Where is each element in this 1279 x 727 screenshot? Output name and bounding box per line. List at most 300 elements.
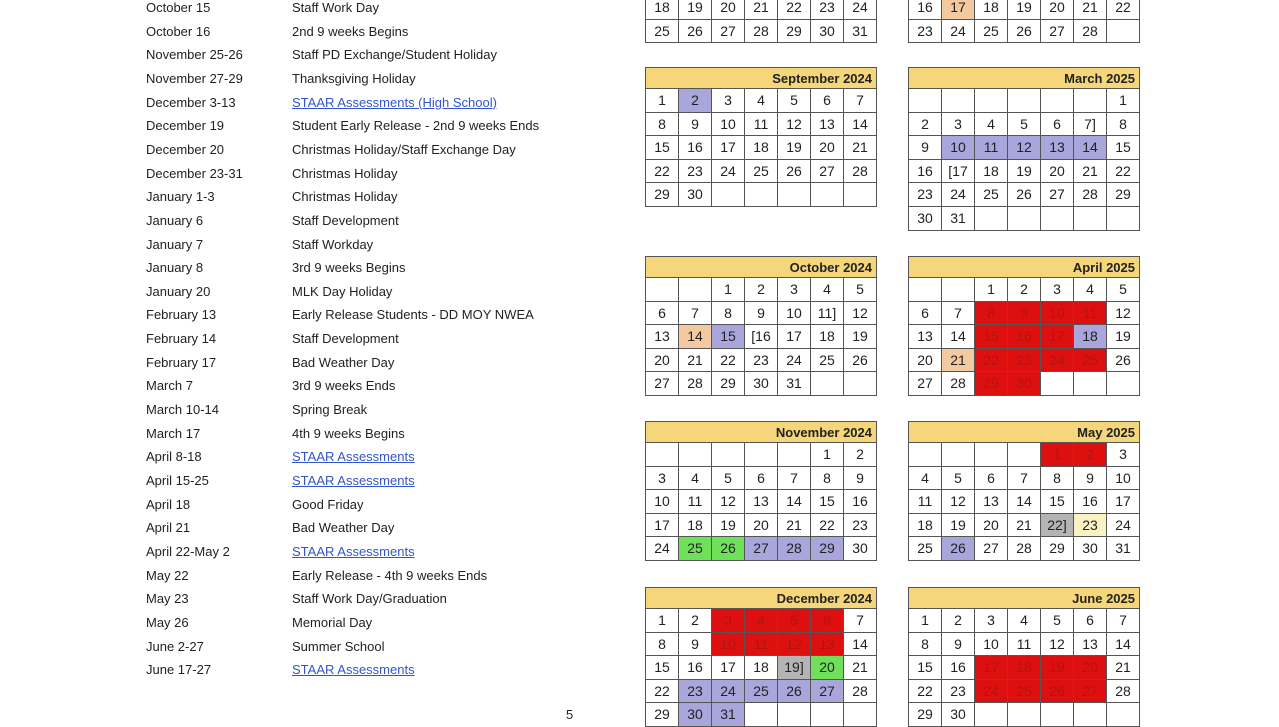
day-cell: 6 bbox=[811, 609, 844, 633]
day-cell: 17 bbox=[975, 656, 1008, 680]
day-cell bbox=[1041, 207, 1074, 231]
month-title: June 2025 bbox=[908, 587, 1140, 609]
event-date: February 14 bbox=[146, 331, 217, 347]
day-cell bbox=[1074, 207, 1107, 231]
day-cell bbox=[844, 372, 877, 396]
day-cell: 23 bbox=[844, 514, 877, 538]
month-calendar bbox=[645, 67, 877, 207]
day-cell: 9 bbox=[679, 113, 712, 137]
event-date: May 26 bbox=[146, 614, 189, 630]
event-row bbox=[0, 185, 620, 208]
day-cell bbox=[975, 207, 1008, 231]
day-cell: 3 bbox=[646, 467, 679, 491]
day-cell: 15 bbox=[1041, 490, 1074, 514]
day-cell bbox=[811, 372, 844, 396]
day-cell: 7 bbox=[942, 302, 975, 326]
day-cell: 26 bbox=[778, 160, 811, 184]
event-date: January 1-3 bbox=[146, 189, 215, 205]
day-cell: [16 bbox=[745, 325, 778, 349]
event-date: April 15-25 bbox=[146, 473, 209, 488]
day-cell: 12 bbox=[844, 302, 877, 326]
day-cell bbox=[811, 183, 844, 207]
day-cell: 28 bbox=[745, 20, 778, 44]
month-calendar bbox=[645, 421, 877, 561]
day-cell: 9 bbox=[942, 633, 975, 657]
day-cell: 9 bbox=[679, 633, 712, 657]
day-cell: 6 bbox=[1074, 609, 1107, 633]
day-cell: 21 bbox=[1074, 160, 1107, 184]
day-cell: 4 bbox=[1074, 278, 1107, 302]
event-row bbox=[0, 493, 620, 516]
day-cell: 10 bbox=[1107, 467, 1140, 491]
day-cell: 26 bbox=[712, 537, 745, 561]
day-cell: 14 bbox=[778, 490, 811, 514]
event-row bbox=[0, 303, 620, 326]
day-cell: 28 bbox=[1074, 20, 1107, 44]
event-date: January 7 bbox=[146, 236, 204, 252]
event-description: Thanksgiving Holiday bbox=[292, 70, 416, 86]
day-cell: 23 bbox=[811, 0, 844, 20]
event-row bbox=[0, 327, 620, 350]
events-list bbox=[0, 0, 620, 720]
day-cell: 16 bbox=[1008, 325, 1041, 349]
event-date: April 8-18 bbox=[146, 449, 202, 465]
day-cell bbox=[1008, 89, 1041, 113]
day-cell: 30 bbox=[942, 703, 975, 727]
day-cell: 28 bbox=[942, 372, 975, 396]
day-cell: 11 bbox=[679, 490, 712, 514]
day-cell: 13 bbox=[975, 490, 1008, 514]
day-cell: 16 bbox=[679, 136, 712, 160]
day-cell: 10 bbox=[712, 633, 745, 657]
event-link[interactable]: STAAR Assessments (High School) bbox=[292, 94, 497, 110]
day-cell: 5 bbox=[712, 467, 745, 491]
day-cell: 6 bbox=[811, 89, 844, 113]
day-cell: 20 bbox=[745, 514, 778, 538]
event-row bbox=[0, 374, 620, 397]
day-cell: 28 bbox=[1107, 680, 1140, 704]
event-row bbox=[0, 280, 620, 303]
event-row bbox=[0, 91, 620, 114]
event-description: Early Release Students - DD MOY NWEA bbox=[292, 307, 534, 323]
day-cell: 19 bbox=[712, 514, 745, 538]
day-cell: 11 bbox=[745, 633, 778, 657]
day-cell bbox=[679, 278, 712, 302]
event-row bbox=[0, 540, 620, 563]
day-cell: 28 bbox=[1074, 183, 1107, 207]
event-date: December 23-31 bbox=[146, 165, 243, 181]
event-row bbox=[0, 20, 620, 43]
event-description: Staff Development bbox=[292, 212, 399, 228]
day-cell: 25 bbox=[745, 680, 778, 704]
day-cell: 5 bbox=[1041, 609, 1074, 633]
day-cell: 31 bbox=[1107, 537, 1140, 561]
day-cell: 7 bbox=[679, 302, 712, 326]
day-cell: 17 bbox=[942, 0, 975, 20]
day-cell: 21 bbox=[745, 0, 778, 20]
day-cell: 1 bbox=[712, 278, 745, 302]
day-cell: 3 bbox=[712, 609, 745, 633]
day-cell: [17 bbox=[942, 160, 975, 184]
day-cell: 28 bbox=[679, 372, 712, 396]
event-link[interactable]: STAAR Assessments bbox=[292, 473, 415, 488]
month-title: November 2024 bbox=[645, 421, 877, 443]
day-cell: 5 bbox=[1107, 278, 1140, 302]
day-cell: 27 bbox=[975, 537, 1008, 561]
day-cell: 4 bbox=[1008, 609, 1041, 633]
event-row bbox=[0, 162, 620, 185]
month-title: December 2024 bbox=[645, 587, 877, 609]
event-description: Staff PD Exchange/Student Holiday bbox=[292, 47, 497, 63]
day-cell: 24 bbox=[1041, 349, 1074, 373]
day-cell: 6 bbox=[646, 302, 679, 326]
day-cell: 18 bbox=[745, 136, 778, 160]
day-cell: 8 bbox=[712, 302, 745, 326]
day-cell: 30 bbox=[811, 20, 844, 44]
day-cell: 5 bbox=[1008, 113, 1041, 137]
event-row bbox=[0, 445, 620, 468]
day-cell bbox=[712, 443, 745, 467]
event-description: Staff Development bbox=[292, 331, 399, 347]
day-cell: 29 bbox=[1041, 537, 1074, 561]
day-cell bbox=[942, 443, 975, 467]
day-cell: 16 bbox=[679, 656, 712, 680]
event-row bbox=[0, 351, 620, 374]
day-cell: 4 bbox=[745, 609, 778, 633]
event-row bbox=[0, 635, 620, 658]
event-row bbox=[0, 564, 620, 587]
day-cell: 24 bbox=[942, 20, 975, 44]
day-cell: 11 bbox=[975, 136, 1008, 160]
day-cell: 27 bbox=[646, 372, 679, 396]
day-cell: 13 bbox=[1074, 633, 1107, 657]
day-cell: 13 bbox=[1041, 136, 1074, 160]
day-cell: 2 bbox=[1008, 278, 1041, 302]
event-row bbox=[0, 67, 620, 90]
event-date: January 8 bbox=[146, 260, 204, 276]
day-cell: 20 bbox=[712, 0, 745, 20]
day-cell: 26 bbox=[679, 20, 712, 44]
day-cell bbox=[1107, 372, 1140, 396]
day-cell: 29 bbox=[778, 20, 811, 44]
day-cell: 13 bbox=[909, 325, 942, 349]
day-cell: 10 bbox=[942, 136, 975, 160]
day-cell: 2 bbox=[909, 113, 942, 137]
day-cell: 7 bbox=[1008, 467, 1041, 491]
day-cell: 10 bbox=[646, 490, 679, 514]
day-cell bbox=[1041, 89, 1074, 113]
day-cell: 25 bbox=[975, 20, 1008, 44]
event-date: November 27-29 bbox=[146, 70, 243, 86]
day-cell: 7] bbox=[1074, 113, 1107, 137]
event-link[interactable]: STAAR Assessments bbox=[292, 662, 415, 678]
day-cell bbox=[811, 703, 844, 727]
day-cell: 12 bbox=[1041, 633, 1074, 657]
day-cell: 22 bbox=[646, 680, 679, 704]
day-cell: 31 bbox=[712, 703, 745, 727]
day-cell bbox=[942, 89, 975, 113]
day-cell: 17 bbox=[712, 136, 745, 160]
day-cell: 27 bbox=[811, 160, 844, 184]
event-link[interactable]: STAAR Assessments bbox=[292, 449, 415, 465]
day-cell: 13 bbox=[811, 113, 844, 137]
day-cell: 22] bbox=[1041, 514, 1074, 538]
day-cell: 15 bbox=[646, 136, 679, 160]
month-calendar bbox=[645, 256, 877, 396]
day-cell bbox=[1041, 703, 1074, 727]
day-cell: 30 bbox=[844, 537, 877, 561]
day-cell bbox=[745, 443, 778, 467]
event-date: June 2-27 bbox=[146, 638, 204, 654]
day-cell: 8 bbox=[1041, 467, 1074, 491]
day-cell: 8 bbox=[646, 633, 679, 657]
day-cell: 18 bbox=[811, 325, 844, 349]
day-cell: 2 bbox=[745, 278, 778, 302]
day-cell bbox=[1107, 703, 1140, 727]
day-cell: 12 bbox=[1008, 136, 1041, 160]
month-calendar bbox=[908, 256, 1140, 396]
day-cell: 8 bbox=[1107, 113, 1140, 137]
day-cell bbox=[844, 183, 877, 207]
day-cell: 29 bbox=[909, 703, 942, 727]
day-cell: 6 bbox=[745, 467, 778, 491]
day-cell: 1 bbox=[646, 609, 679, 633]
event-date: March 7 bbox=[146, 378, 193, 394]
day-cell: 10 bbox=[778, 302, 811, 326]
day-cell: 29 bbox=[975, 372, 1008, 396]
day-cell: 24 bbox=[844, 0, 877, 20]
day-cell: 22 bbox=[909, 680, 942, 704]
event-row bbox=[0, 256, 620, 279]
day-cell: 5 bbox=[942, 467, 975, 491]
day-cell bbox=[909, 443, 942, 467]
day-cell: 24 bbox=[975, 680, 1008, 704]
event-description: Christmas Holiday bbox=[292, 165, 398, 181]
day-cell: 11 bbox=[745, 113, 778, 137]
day-cell: 23 bbox=[745, 349, 778, 373]
event-row bbox=[0, 114, 620, 137]
event-description: Early Release - 4th 9 weeks Ends bbox=[292, 567, 488, 583]
day-cell: 2 bbox=[679, 609, 712, 633]
event-date: February 17 bbox=[146, 354, 217, 370]
day-cell: 19 bbox=[844, 325, 877, 349]
day-cell: 18 bbox=[1074, 325, 1107, 349]
day-cell: 8 bbox=[646, 113, 679, 137]
day-cell: 7 bbox=[844, 89, 877, 113]
day-cell: 21 bbox=[1008, 514, 1041, 538]
day-cell: 9 bbox=[1074, 467, 1107, 491]
day-cell: 22 bbox=[646, 160, 679, 184]
day-cell: 11 bbox=[1074, 302, 1107, 326]
day-cell: 26 bbox=[844, 349, 877, 373]
day-cell: 27 bbox=[1074, 680, 1107, 704]
day-cell: 8 bbox=[811, 467, 844, 491]
month-title: May 2025 bbox=[908, 421, 1140, 443]
day-cell: 31 bbox=[844, 20, 877, 44]
day-cell: 16 bbox=[942, 656, 975, 680]
day-cell bbox=[1041, 372, 1074, 396]
event-description: Student Early Release - 2nd 9 weeks Ends bbox=[292, 118, 540, 134]
day-cell: 27 bbox=[1041, 20, 1074, 44]
event-row bbox=[0, 469, 620, 492]
day-cell bbox=[1107, 207, 1140, 231]
day-cell: 19 bbox=[942, 514, 975, 538]
day-cell: 2 bbox=[844, 443, 877, 467]
event-date: January 20 bbox=[146, 283, 211, 299]
event-row bbox=[0, 398, 620, 421]
day-cell: 22 bbox=[811, 514, 844, 538]
day-cell: 18 bbox=[975, 0, 1008, 20]
day-cell: 21 bbox=[679, 349, 712, 373]
day-cell: 12 bbox=[778, 113, 811, 137]
event-row bbox=[0, 138, 620, 161]
month-title: March 2025 bbox=[908, 67, 1140, 89]
event-description: 2nd 9 weeks Begins bbox=[292, 23, 409, 39]
day-cell bbox=[745, 703, 778, 727]
day-cell bbox=[712, 183, 745, 207]
event-description: Memorial Day bbox=[292, 614, 373, 630]
day-cell: 25 bbox=[1008, 680, 1041, 704]
day-cell: 23 bbox=[1008, 349, 1041, 373]
day-cell bbox=[646, 278, 679, 302]
event-description: 3rd 9 weeks Begins bbox=[292, 260, 406, 276]
day-cell: 11] bbox=[811, 302, 844, 326]
day-cell: 30 bbox=[1074, 537, 1107, 561]
month-calendar bbox=[908, 67, 1140, 231]
day-cell: 26 bbox=[942, 537, 975, 561]
day-cell: 31 bbox=[942, 207, 975, 231]
event-row bbox=[0, 516, 620, 539]
day-cell: 14 bbox=[844, 633, 877, 657]
day-cell: 10 bbox=[712, 113, 745, 137]
day-cell: 25 bbox=[811, 349, 844, 373]
day-cell: 29 bbox=[712, 372, 745, 396]
day-cell: 3 bbox=[942, 113, 975, 137]
day-cell: 25 bbox=[745, 160, 778, 184]
day-cell bbox=[646, 443, 679, 467]
day-cell bbox=[778, 443, 811, 467]
day-cell: 10 bbox=[975, 633, 1008, 657]
day-cell: 29 bbox=[1107, 183, 1140, 207]
day-cell: 20 bbox=[646, 349, 679, 373]
day-cell: 11 bbox=[1008, 633, 1041, 657]
day-cell: 20 bbox=[975, 514, 1008, 538]
day-cell bbox=[1008, 443, 1041, 467]
day-cell bbox=[1107, 20, 1140, 44]
day-cell: 16 bbox=[909, 160, 942, 184]
day-cell: 1 bbox=[646, 89, 679, 113]
day-cell: 11 bbox=[909, 490, 942, 514]
day-cell: 21 bbox=[844, 136, 877, 160]
day-cell bbox=[909, 89, 942, 113]
day-cell: 26 bbox=[1041, 680, 1074, 704]
day-cell: 17 bbox=[778, 325, 811, 349]
event-description: Christmas Holiday/Staff Exchange Day bbox=[292, 141, 516, 157]
day-cell: 26 bbox=[1008, 183, 1041, 207]
day-cell: 3 bbox=[1107, 443, 1140, 467]
day-cell: 29 bbox=[646, 183, 679, 207]
day-cell: 14 bbox=[679, 325, 712, 349]
event-link[interactable]: STAAR Assessments bbox=[292, 543, 415, 559]
event-date: May 22 bbox=[146, 567, 189, 583]
day-cell: 1 bbox=[975, 278, 1008, 302]
day-cell bbox=[1074, 703, 1107, 727]
day-cell: 8 bbox=[909, 633, 942, 657]
day-cell: 25 bbox=[909, 537, 942, 561]
page-number: 5 bbox=[566, 707, 574, 722]
day-cell: 26 bbox=[1008, 20, 1041, 44]
day-cell: 25 bbox=[679, 537, 712, 561]
day-cell: 19 bbox=[679, 0, 712, 20]
event-date: December 20 bbox=[146, 141, 225, 157]
day-cell bbox=[745, 183, 778, 207]
event-date: March 17 bbox=[146, 425, 201, 441]
day-cell: 10 bbox=[1041, 302, 1074, 326]
day-cell: 25 bbox=[646, 20, 679, 44]
month-title: September 2024 bbox=[645, 67, 877, 89]
day-cell: 21 bbox=[778, 514, 811, 538]
day-cell: 13 bbox=[745, 490, 778, 514]
month-calendar bbox=[645, 587, 877, 727]
day-cell: 15 bbox=[909, 656, 942, 680]
day-cell: 1 bbox=[1041, 443, 1074, 467]
day-cell: 1 bbox=[909, 609, 942, 633]
day-cell: 15 bbox=[1107, 136, 1140, 160]
day-cell: 21 bbox=[844, 656, 877, 680]
day-cell: 29 bbox=[811, 537, 844, 561]
day-cell: 27 bbox=[909, 372, 942, 396]
event-row bbox=[0, 422, 620, 445]
event-row bbox=[0, 658, 620, 681]
day-cell: 3 bbox=[975, 609, 1008, 633]
day-cell: 5 bbox=[778, 609, 811, 633]
day-cell: 20 bbox=[1074, 656, 1107, 680]
month-title: October 2024 bbox=[645, 256, 877, 278]
event-description: 4th 9 weeks Begins bbox=[292, 425, 405, 441]
day-cell: 16 bbox=[844, 490, 877, 514]
event-date: January 6 bbox=[146, 212, 204, 228]
day-cell: 14 bbox=[942, 325, 975, 349]
day-cell: 19 bbox=[1008, 0, 1041, 20]
day-cell: 27 bbox=[712, 20, 745, 44]
day-cell: 3 bbox=[778, 278, 811, 302]
event-description: Bad Weather Day bbox=[292, 354, 395, 370]
event-date: February 13 bbox=[146, 307, 217, 323]
day-cell: 22 bbox=[778, 0, 811, 20]
day-cell: 14 bbox=[844, 113, 877, 137]
day-cell: 1 bbox=[811, 443, 844, 467]
day-cell bbox=[679, 443, 712, 467]
day-cell: 25 bbox=[975, 183, 1008, 207]
day-cell: 9 bbox=[745, 302, 778, 326]
day-cell: 5 bbox=[778, 89, 811, 113]
day-cell: 7 bbox=[1107, 609, 1140, 633]
day-cell: 9 bbox=[844, 467, 877, 491]
day-cell bbox=[1074, 89, 1107, 113]
event-date: October 15 bbox=[146, 0, 211, 15]
day-cell: 7 bbox=[778, 467, 811, 491]
month-calendar bbox=[908, 0, 1140, 43]
day-cell bbox=[778, 183, 811, 207]
day-cell: 27 bbox=[1041, 183, 1074, 207]
day-cell: 16 bbox=[909, 0, 942, 20]
day-cell: 19 bbox=[778, 136, 811, 160]
event-description: Spring Break bbox=[292, 402, 368, 418]
day-cell: 18 bbox=[646, 0, 679, 20]
day-cell: 28 bbox=[1008, 537, 1041, 561]
day-cell: 17 bbox=[712, 656, 745, 680]
day-cell: 30 bbox=[909, 207, 942, 231]
